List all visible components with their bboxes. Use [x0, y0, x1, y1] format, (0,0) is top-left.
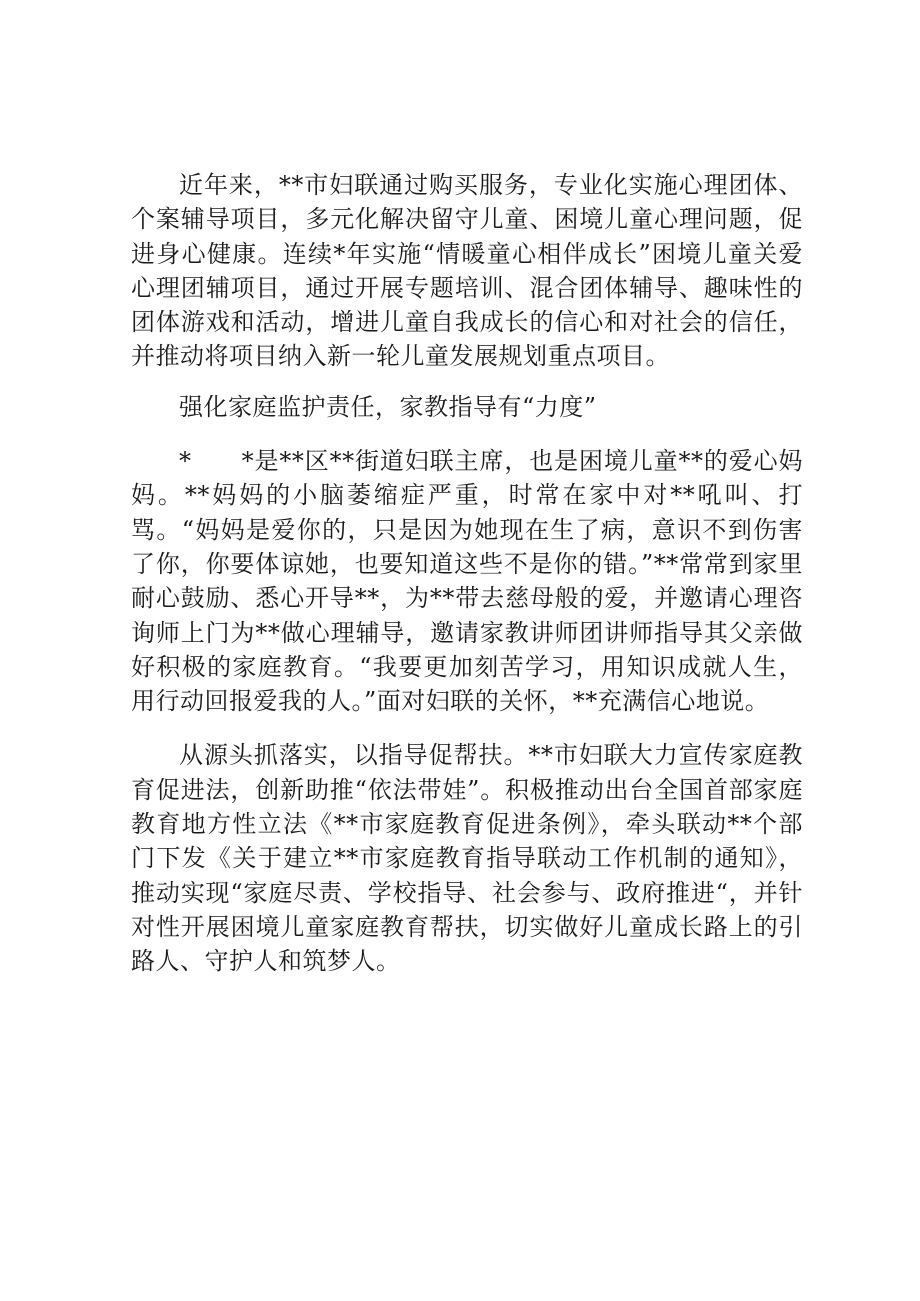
paragraph-psychological-counseling: 近年来，**市妇联通过购买服务，专业化实施心理团体、个案辅导项目，多元化解决留守儿童、困境儿童心理问题，促进身心健康。连续*年实施“情暖童心相伴成长”困境儿童关爱心理团辅项目，通过开展专题培训、混合团体辅导、趣味性的团体游戏和活动，增进儿童自我成长的信心和对社会的信任，并推动将项目纳入新一轮儿童发展规划重点项目。 [131, 171, 803, 371]
document-body [131, 168, 803, 995]
section-heading-family-guardianship: 强化家庭监护责任，家教指导有“力度” [179, 392, 597, 421]
paragraph-caring-mother-case: * *是**区**街道妇联主席，也是困境儿童**的爱心妈妈。**妈妈的小脑萎缩症严重，时常在家中对**吼叫、打骂。“妈妈是爱你的，只是因为她现在生了病，意识不到伤害了你，你要体谅她，也要知道这些不是你的错。”**常常到家里耐心鼓励、悉心开导**，为**带去慈母般的爱，并邀请心理咨询师上门为**做心理辅导，邀请家教讲师团讲师指导其父亲做好积极的家庭教育。“我要更加刻苦学习，用知识成就人生，用行动回报爱我的人。”面对妇联的关怀，**充满信心地说。 [131, 447, 803, 716]
paragraph-family-education-law: 从源头抓落实，以指导促帮扶。**市妇联大力宣传家庭教育促进法，创新助推“依法带娃”。积极推动出台全国首部家庭教育地方性立法《**市家庭教育促进条例》，牵头联动**个部门下发《关于建立**市家庭教育指导联动工作机制的通知》，推动实现“家庭尽责、学校指导、社会参与、政府推进“，并针对性开展困境儿童家庭教育帮扶，切实做好儿童成长路上的引路人、守护人和筑梦人。 [131, 741, 803, 976]
